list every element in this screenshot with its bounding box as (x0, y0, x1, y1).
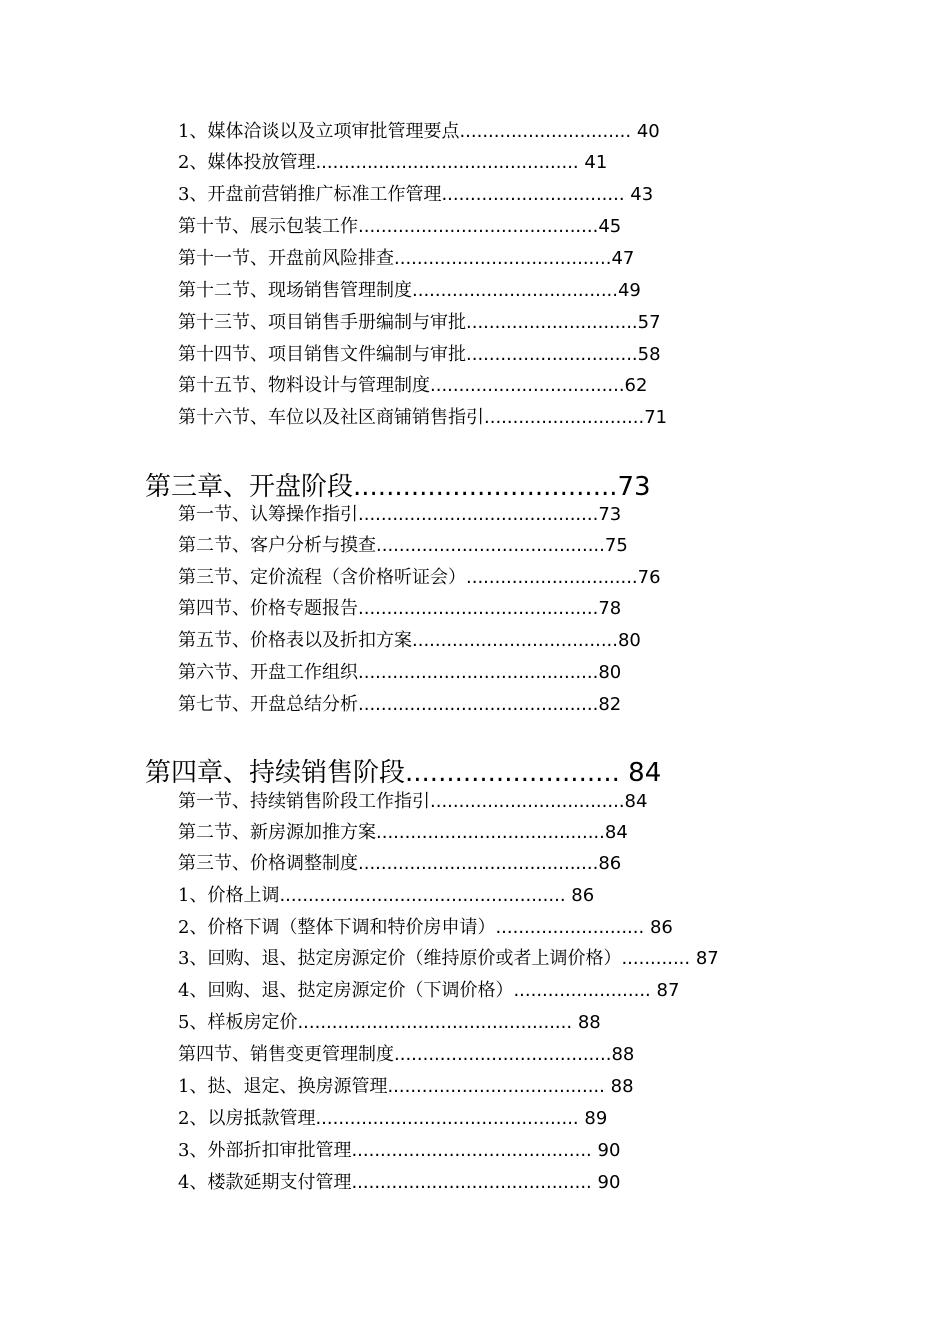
toc-entry[interactable]: 第十二节、现场销售管理制度....................................49 (178, 280, 641, 301)
toc-entry[interactable]: 4、回购、退、挞定房源定价（下调价格）........................ 87 (178, 980, 680, 1001)
toc-entry[interactable]: 第十六节、车位以及社区商铺销售指引............................71 (178, 407, 668, 428)
toc-entry[interactable]: 1、挞、退定、换房源管理...................................... 88 (178, 1076, 634, 1097)
toc-entry[interactable]: 第四节、价格专题报告..........................................78 (178, 598, 622, 619)
toc-entry[interactable]: 第十节、展示包装工作..........................................45 (178, 216, 622, 237)
toc-entry[interactable]: 第一节、持续销售阶段工作指引..................................84 (178, 791, 648, 812)
toc-entry[interactable]: 第十四节、项目销售文件编制与审批..............................58 (178, 344, 661, 365)
toc-entry[interactable]: 第二节、新房源加推方案........................................84 (178, 822, 628, 843)
toc-entry[interactable]: 2、价格下调（整体下调和特价房申请）.......................... 86 (178, 917, 673, 938)
toc-entry[interactable]: 第六节、开盘工作组织..........................................80 (178, 662, 622, 683)
toc-entry[interactable]: 2、以房抵款管理.............................................. 89 (178, 1108, 608, 1129)
toc-entry[interactable]: 1、媒体洽谈以及立项审批管理要点.............................. 40 (178, 121, 660, 142)
toc-entry[interactable]: 第四节、销售变更管理制度......................................88 (178, 1044, 635, 1065)
toc-entry[interactable]: 第二节、客户分析与摸查........................................75 (178, 535, 628, 556)
toc-entry[interactable]: 第三节、价格调整制度..........................................86 (178, 853, 622, 874)
toc-entry[interactable]: 5、样板房定价................................................ 88 (178, 1012, 601, 1033)
toc-entry[interactable]: 第七节、开盘总结分析..........................................82 (178, 694, 622, 715)
toc-entry[interactable]: 1、价格上调.................................................. 86 (178, 885, 595, 906)
toc-entry[interactable]: 第一节、认筹操作指引..........................................73 (178, 504, 622, 525)
toc-entry[interactable]: 2、媒体投放管理.............................................. 41 (178, 152, 608, 173)
toc-entry[interactable]: 第十三节、项目销售手册编制与审批..............................57 (178, 312, 661, 333)
toc-chapter-heading[interactable]: 第三章、开盘阶段................................73 (145, 472, 651, 502)
toc-entry[interactable]: 第十五节、物料设计与管理制度..................................62 (178, 375, 648, 396)
toc-entry[interactable]: 3、开盘前营销推广标准工作管理................................ 43 (178, 184, 654, 205)
toc-entry[interactable]: 第五节、价格表以及折扣方案....................................80 (178, 630, 641, 651)
toc-entry[interactable]: 3、回购、退、挞定房源定价（维持原价或者上调价格）............ 87 (178, 948, 719, 969)
toc-entry[interactable]: 4、楼款延期支付管理.......................................... 90 (178, 1172, 621, 1193)
toc-entry[interactable]: 第十一节、开盘前风险排查......................................47 (178, 248, 635, 269)
toc-entry[interactable]: 第三节、定价流程（含价格听证会）..............................76 (178, 567, 661, 588)
toc-entry[interactable]: 3、外部折扣审批管理.......................................... 90 (178, 1140, 621, 1161)
toc-chapter-heading[interactable]: 第四章、持续销售阶段.......................... 84 (145, 758, 662, 788)
